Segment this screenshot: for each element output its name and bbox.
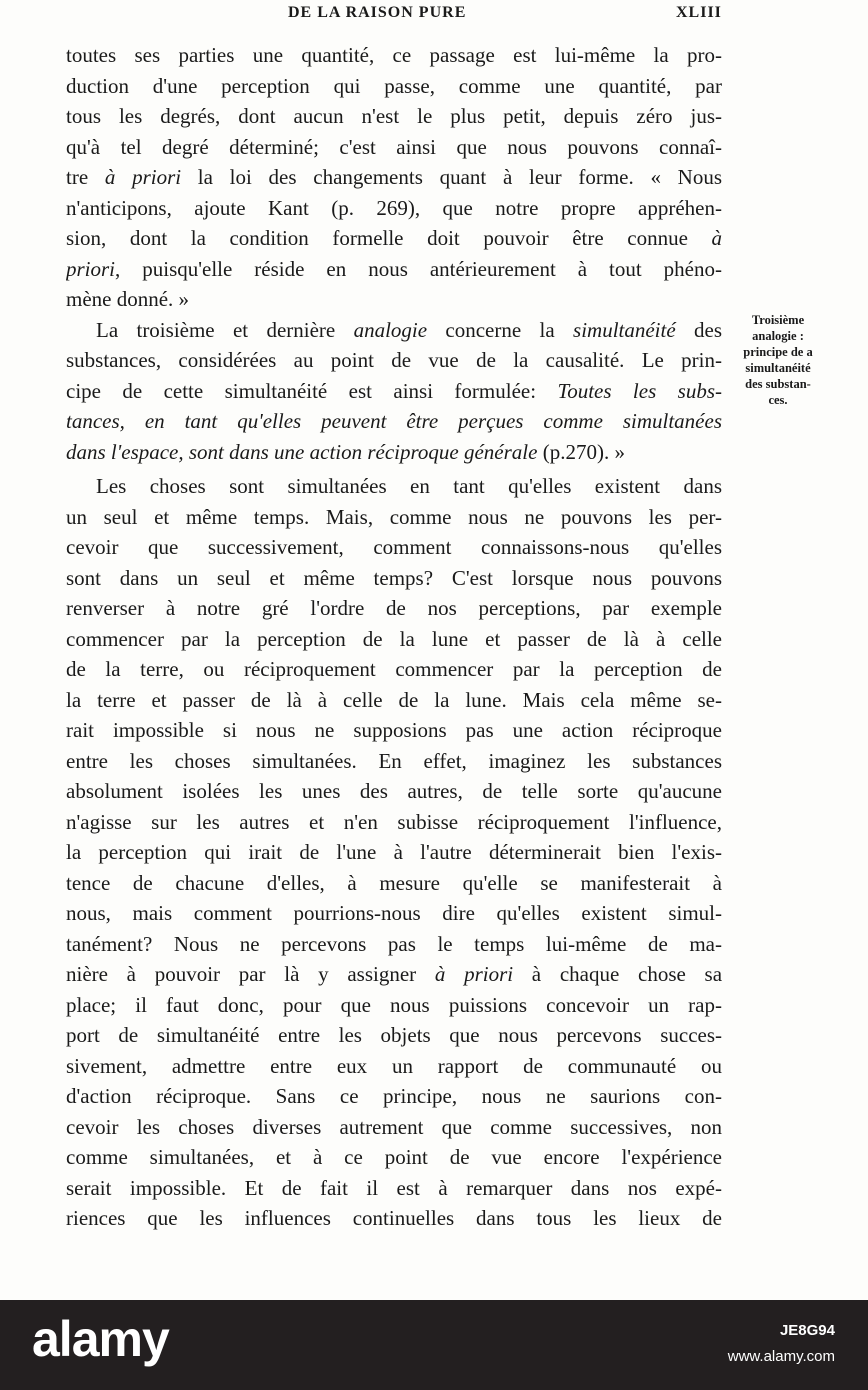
italic-text: à (711, 226, 722, 250)
text-segment: concerne la (427, 317, 574, 342)
italic-text: Toutes les subs- (557, 378, 722, 403)
running-head (0, 4, 868, 26)
text-line (66, 1081, 722, 1112)
body-text (66, 40, 722, 1234)
text-segment: serait impossible. Et de fait il est à remarquer dans nos expé- (66, 1175, 722, 1200)
text-line (66, 437, 722, 468)
text-segment: nous, mais comment pourrions-nous dire qu'elles existent simul- (66, 901, 722, 925)
italic-text: simultanéité (573, 317, 676, 342)
text-segment: commencer par la perception de la lune et passer de là à celle (66, 626, 722, 651)
watermark-bar (0, 1300, 868, 1390)
italic-text: à priori (434, 962, 514, 986)
text-line (66, 132, 722, 163)
text-segment: comme simultanées, et à ce point de vue encore l'expérience (66, 1145, 722, 1169)
text-line (66, 345, 722, 376)
text-line (66, 376, 722, 407)
text-line (66, 162, 722, 193)
text-line (66, 593, 722, 624)
text-line (66, 563, 722, 594)
italic-text: analogie (353, 317, 428, 342)
text-segment: nière à pouvoir par là y assigner (66, 962, 435, 986)
text-line (66, 254, 722, 285)
margin-note (726, 312, 830, 408)
text-segment: renverser à notre gré l'ordre de nos perceptions, par exemple (66, 596, 722, 620)
text-line (66, 715, 722, 746)
text-line (66, 101, 722, 132)
text-line (66, 685, 722, 716)
text-segment: n'agisse sur les autres et n'en subisse réciproquement l'influence, (66, 809, 722, 834)
italic-text: priori (66, 256, 116, 281)
text-segment: la terre et passer de là à celle de la lune. Mais cela même se- (66, 687, 722, 712)
margin-note-line: analogie : (752, 329, 804, 343)
text-line (66, 532, 722, 563)
text-line (66, 624, 722, 655)
text-segment: place; il faut donc, pour que nous puissions concevoir un rap- (66, 992, 722, 1017)
text-line (66, 868, 722, 899)
text-segment: absolument isolées les unes des autres, de telle sorte qu'aucune (66, 779, 722, 803)
text-line (66, 1112, 722, 1143)
text-segment: (p.270). » (537, 439, 625, 464)
page-number: XLIII (676, 4, 722, 21)
text-segment: entre les choses simultanées. En effet, imaginez les substances (66, 748, 722, 773)
text-line (66, 746, 722, 777)
margin-note-line: simultanéité (745, 361, 811, 375)
italic-text: à priori (104, 165, 182, 189)
text-segment: qu'à tel degré déterminé; c'est ainsi que nous pouvons connaî- (66, 134, 722, 159)
text-line (66, 837, 722, 868)
text-line (66, 193, 722, 224)
text-line (66, 315, 722, 346)
italic-text: tances, en tant qu'elles peuvent être perçues comme simultanées (66, 409, 722, 433)
text-line (66, 284, 722, 315)
text-segment: des (675, 317, 722, 342)
text-line (66, 406, 722, 437)
margin-note-line: principe de a (743, 345, 813, 359)
text-line (66, 71, 722, 102)
margin-note-line: ces. (768, 393, 788, 407)
text-segment: toutes ses parties une quantité, ce passage est lui-même la pro- (66, 43, 722, 67)
text-segment: la loi des changements quant à leur forme. « Nous (181, 165, 722, 189)
text-line (66, 40, 722, 71)
text-line (66, 1051, 722, 1082)
text-segment: cevoir que successivement, comment connaissons-nous qu'elles (66, 535, 722, 559)
text-line (66, 1203, 722, 1234)
text-line (66, 990, 722, 1021)
running-head-title: DE LA RAISON PURE (288, 4, 467, 21)
text-segment: la perception qui irait de l'une à l'autre déterminerait bien l'exis- (66, 840, 722, 864)
text-segment: duction d'une perception qui passe, comme une quantité, par (66, 73, 722, 98)
margin-note-line: des substan- (745, 377, 811, 391)
text-segment: mène donné. » (66, 287, 190, 311)
text-segment: tre (66, 165, 105, 189)
text-line (66, 929, 722, 960)
text-segment: port de simultanéité entre les objets que nous percevons succes- (66, 1023, 722, 1047)
text-line (66, 502, 722, 533)
text-segment: , puisqu'elle réside en nous antérieurement à tout phéno- (115, 256, 722, 281)
text-line (66, 959, 722, 990)
text-segment: La troisième et dernière (96, 317, 354, 342)
watermark-logo: alamy (32, 1311, 169, 1367)
text-segment: tence de chacune d'elles, à mesure qu'elle se manifesterait à (66, 870, 722, 895)
text-segment: Les choses sont simultanées en tant qu'elles existent dans (96, 474, 722, 498)
text-segment: sont dans un seul et même temps? C'est lorsque nous pouvons (66, 565, 722, 590)
text-line (66, 223, 722, 254)
text-segment: riences que les influences continuelles dans tous les lieux de (66, 1206, 722, 1230)
text-segment: de la terre, ou réciproquement commencer par la perception de (66, 657, 722, 681)
text-segment: tous les degrés, dont aucun n'est le plus petit, depuis zéro jus- (66, 104, 722, 128)
text-line (66, 1173, 722, 1204)
text-line (66, 898, 722, 929)
text-line (66, 654, 722, 685)
margin-note-line: Troisième (751, 313, 805, 327)
watermark-image-id: JE8G94 (779, 1322, 835, 1339)
text-segment: substances, considérées au point de vue de la causalité. Le prin- (66, 348, 722, 372)
text-segment: sivement, admettre entre eux un rapport de communauté ou (66, 1053, 722, 1078)
text-segment: d'action réciproque. Sans ce principe, nous ne saurions con- (66, 1084, 722, 1108)
text-segment: un seul et même temps. Mais, comme nous ne pouvons les per- (66, 504, 722, 529)
text-line (66, 776, 722, 807)
text-segment: n'anticipons, ajoute Kant (p. 269), que notre propre appréhen- (66, 195, 722, 220)
text-segment: tanément? Nous ne percevons pas le temps lui-même de ma- (66, 931, 722, 956)
text-segment: à chaque chose sa (513, 962, 722, 986)
watermark-url: www.alamy.com (727, 1348, 835, 1365)
text-line (66, 1020, 722, 1051)
text-segment: cevoir les choses diverses autrement que comme successives, non (66, 1114, 722, 1139)
text-segment: sion, dont la condition formelle doit pouvoir être connue (66, 226, 712, 250)
text-line (66, 471, 722, 502)
italic-text: dans l'espace, sont dans une action réciproque générale (66, 439, 538, 464)
text-segment: cipe de cette simultanéité est ainsi formulée: (66, 378, 558, 403)
text-line (66, 1142, 722, 1173)
text-segment: rait impossible si nous ne supposions pas une action réciproque (66, 718, 722, 742)
text-line (66, 807, 722, 838)
